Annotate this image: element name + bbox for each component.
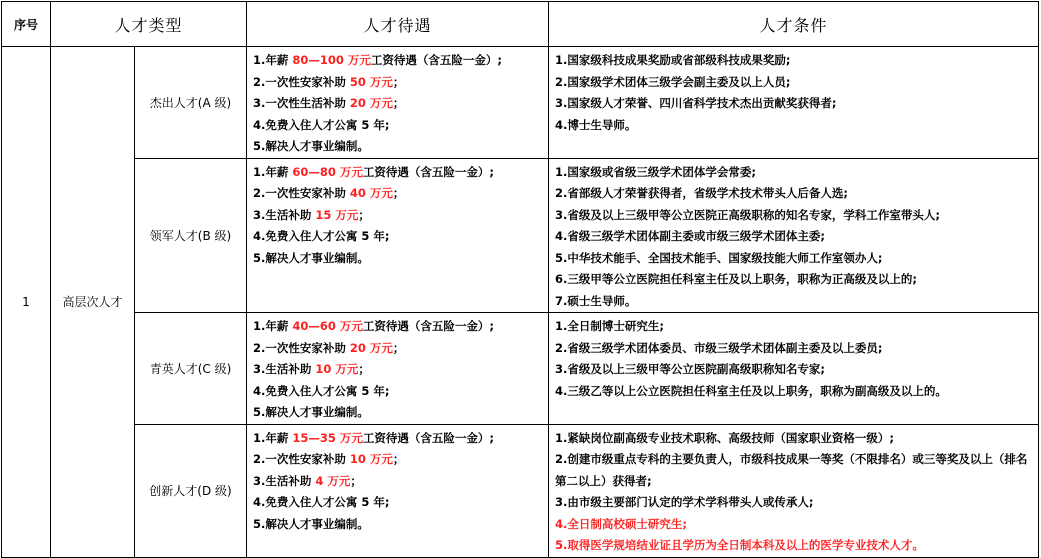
treatment-red-text: 50 万元 [349,74,393,89]
treatment-pre-text: 2.一次性安家补助 [253,74,350,89]
treatment-pre-text: 5.解决人才事业编制。 [253,516,369,531]
condition-item: 1.全日制博士研究生; [555,319,664,333]
treatment-post-text: ； [392,96,405,110]
treatment-red-text: 15 万元 [315,207,359,222]
treatment-cell [247,424,549,557]
category-cell: 高层次人才 [51,47,135,558]
treatment-post-text: ； [392,452,405,466]
condition-item: 4.三级乙等以上公立医院担任科室主任及以上职务，职称为副高级及以上的。 [555,383,947,398]
treatment-item [253,72,546,94]
treatment-item [253,115,546,137]
treatment-pre-text: 4.免费入住人才公寓 5 年; [253,495,390,509]
treatment-pre-text: 5.解决人才事业编制。 [253,405,369,419]
treatment-pre-text: 4.免费入住人才公寓 5 年; [253,117,390,132]
treatment-pre-text: 2.一次性安家补助 [253,452,350,466]
tier-name: 青英人才(C 级) [135,313,247,425]
condition-item: 6.三级甲等公立医院担任科室主任及以上职务，职称为正高级及以上的; [555,272,917,286]
treatment-cell [247,313,549,425]
treatment-item [253,316,546,338]
condition-item: 3.省级及以上三级甲等公立医院副高级职称知名专家; [555,362,825,376]
header-conditions: 人才条件 [549,2,1039,47]
tier-name: 创新人才(D 级) [135,424,247,557]
treatment-pre-text: 1.年薪 [253,430,293,445]
treatment-pre-text: 1.年薪 [253,53,293,67]
conditions-cell [549,313,1039,425]
treatment-item [253,492,546,514]
treatment-item [253,136,546,158]
tier-row [2,313,1039,425]
tier-row [2,424,1039,557]
treatment-pre-text: 2.一次性安家补助 [253,340,350,355]
tier-name: 领军人才(B 级) [135,158,247,313]
treatment-item [253,183,546,205]
tier-row [2,158,1039,313]
treatment-post-text: ； [350,473,362,488]
condition-item: 2.创建市级重点专科的主要负责人，市级科技成果一等奖（不限排名）或三等奖及以上（排名第二以上）获得者; [555,452,1028,488]
condition-item: 1.国家级科技成果奖励或省部级科技成果奖励; [555,53,791,67]
treatment-cell [247,47,549,159]
treatment-post-text: 工资待遇（含五险一金）; [362,164,494,179]
treatment-post-text: ； [392,340,405,355]
treatment-pre-text: 5.解决人才事业编制。 [253,250,369,265]
treatment-red-text: 4 万元 [315,473,351,488]
condition-item: 1.紧缺岗位副高级专业技术职称、高级技师（国家职业资格一级）; [555,430,894,445]
condition-item: 4.省级三级学术团体副主委或市级三级学术团体主委; [555,229,825,243]
treatment-item [253,338,546,360]
row-index: 1 [2,47,51,558]
treatment-item [253,93,546,115]
condition-item: 5.中华技术能手、全国技术能手、国家级技能大师工作室领办人; [555,250,883,265]
treatment-item [253,381,546,403]
condition-item: 1.国家级或省级三级学术团体学会常委; [555,164,756,179]
conditions-cell [549,47,1039,159]
treatment-pre-text: 3.生活补助 [253,362,316,376]
treatment-item [253,449,546,471]
treatment-item [253,514,546,536]
treatment-red-text: 40—60 万元 [292,319,363,333]
treatment-item [253,428,546,450]
header-treatment: 人才待遇 [247,2,549,47]
condition-item: 2.省部级人才荣誉获得者，省级学术技术带头人后备人选; [555,186,848,200]
tier-row [2,47,1039,159]
condition-item: 3.由市级主要部门认定的学术学科带头人或传承人; [555,495,814,509]
tier-name: 杰出人才(A 级) [135,47,247,159]
conditions-cell [549,158,1039,313]
condition-item: 2.省级三级学术团体委员、市级三级学术团体副主委及以上委员; [555,340,883,355]
treatment-red-text: 20 万元 [349,340,393,355]
treatment-item [253,471,546,493]
treatment-red-text: 20 万元 [349,96,393,110]
talent-table [1,1,1039,558]
treatment-pre-text: 2.一次性安家补助 [253,186,350,200]
treatment-post-text: 工资待遇（含五险一金）; [362,430,494,445]
treatment-post-text: ； [392,74,405,89]
treatment-pre-text: 1.年薪 [253,319,293,333]
treatment-item [253,50,546,72]
treatment-item [253,205,546,227]
condition-item: 3.省级及以上三级甲等公立医院正高级职称的知名专家，学科工作室带头人; [555,207,940,222]
treatment-cell [247,158,549,313]
treatment-pre-text: 3.生活补助 [253,207,316,222]
condition-item: 5.取得医学规培结业证且学历为全日制本科及以上的医学专业技术人才。 [555,538,924,552]
header-row [2,2,1039,47]
condition-item: 2.国家级学术团体三级学会副主委及以上人员; [555,74,791,89]
treatment-item [253,248,546,270]
treatment-item [253,162,546,184]
treatment-pre-text: 4.免费入住人才公寓 5 年; [253,383,390,398]
treatment-pre-text: 4.免费入住人才公寓 5 年; [253,229,390,243]
treatment-post-text: 工资待遇（含五险一金）; [370,53,502,67]
treatment-item [253,359,546,381]
treatment-red-text: 60—80 万元 [292,164,363,179]
treatment-post-text: ； [392,186,405,200]
conditions-cell [549,424,1039,557]
treatment-post-text: ； [358,362,370,376]
treatment-red-text: 15—35 万元 [292,430,363,445]
header-index: 序号 [2,2,51,47]
header-type: 人才类型 [51,2,247,47]
treatment-red-text: 10 万元 [315,362,359,376]
treatment-pre-text: 5.解决人才事业编制。 [253,139,369,153]
condition-item: 7.硕士生导师。 [555,293,637,308]
treatment-red-text: 10 万元 [349,452,393,466]
treatment-item [253,402,546,424]
treatment-post-text: 工资待遇（含五险一金）; [362,319,494,333]
treatment-item [253,226,546,248]
treatment-pre-text: 3.生活补助 [253,473,316,488]
condition-item: 4.博士生导师。 [555,117,637,132]
condition-item: 3.国家级人才荣誉、四川省科学技术杰出贡献奖获得者; [555,96,837,110]
treatment-pre-text: 1.年薪 [253,164,293,179]
condition-item: 4.全日制高校硕士研究生; [555,516,687,531]
treatment-post-text: ； [358,207,370,222]
treatment-pre-text: 3.一次性生活补助 [253,96,350,110]
treatment-red-text: 80—100 万元 [292,53,371,67]
treatment-red-text: 40 万元 [349,186,393,200]
